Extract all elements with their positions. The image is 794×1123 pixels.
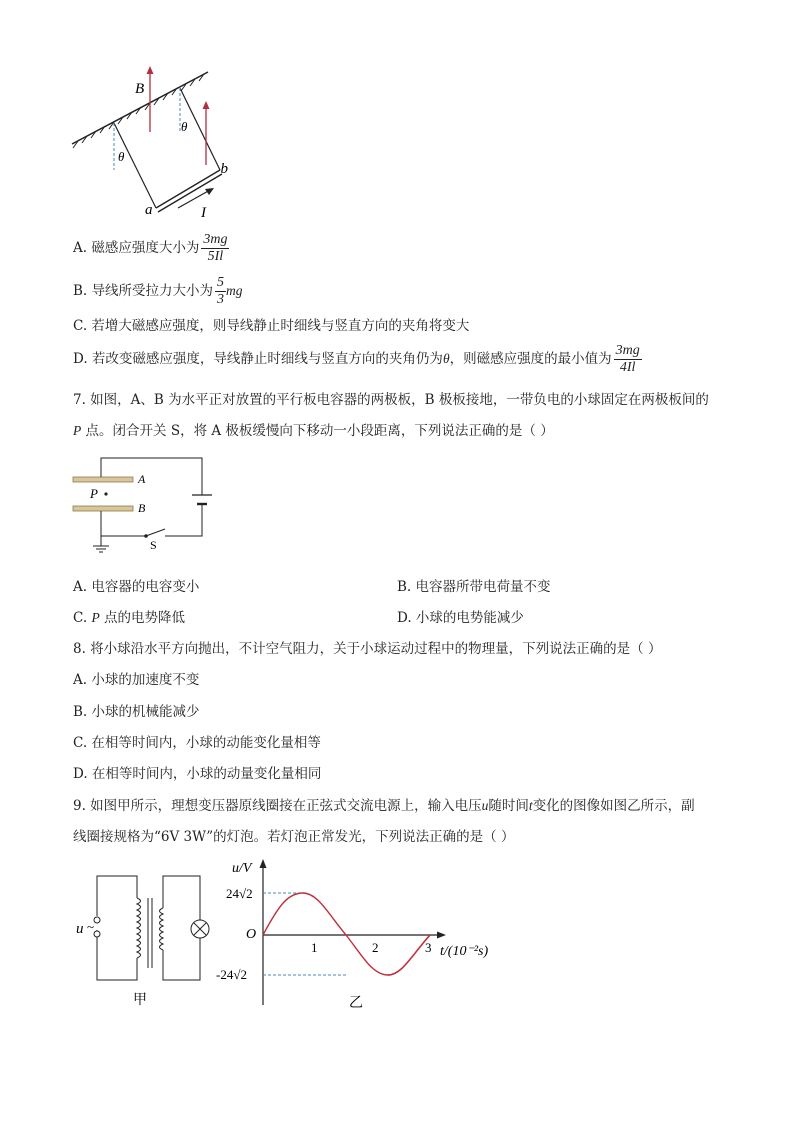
- q9-stem-line1: 9. 如图甲所示，理想变压器原线圈接在正弦式交流电源上，输入电压u随时间t变化的图像如图乙所示，副: [73, 798, 695, 814]
- q6-option-a: A. 磁感应强度大小为 $\frac{3mg}{5Il}$: [73, 232, 228, 264]
- label-u: u: [76, 921, 84, 937]
- q7-option-d: D. 小球的电势能减少: [397, 610, 524, 626]
- label-B: B: [135, 81, 145, 97]
- label-b: b: [220, 161, 228, 177]
- label-theta-left: θ: [118, 149, 125, 164]
- sine-curve: [263, 893, 430, 975]
- voltage-graph: [212, 855, 502, 1015]
- caption-jia: 甲: [133, 993, 147, 1008]
- q6-figure: [60, 60, 230, 225]
- q7-stem-line2: P 点。闭合开关 S，将 A 极板缓慢向下移动一小段距离，下列说法正确的是（ ）: [73, 423, 554, 439]
- y-axis-label: u/V: [232, 861, 252, 876]
- x-tick-1: 1: [311, 940, 318, 955]
- label-plate-a: A: [138, 472, 146, 486]
- q8-option-a: A. 小球的加速度不变: [73, 672, 200, 688]
- transformer-figure: [70, 868, 230, 1013]
- q8-option-c: C. 在相等时间内，小球的动能变化量相等: [73, 735, 321, 751]
- y-max-label: 24√2: [226, 886, 253, 901]
- label-point-p: P: [90, 486, 98, 501]
- q8-stem: 8. 将小球沿水平方向抛出，不计空气阻力，关于小球运动过程中的物理量，下列说法正确的是（ ）: [73, 641, 662, 657]
- q7-circuit-figure: [70, 450, 220, 560]
- q9-stem-line2: 线圈接规格为“6V 3W”的灯泡。若灯泡正常发光，下列说法正确的是（ ）: [73, 829, 515, 845]
- q8-option-d: D. 在相等时间内，小球的动量变化量相同: [73, 766, 322, 782]
- x-tick-3: 3: [425, 940, 432, 955]
- label-I: I: [201, 205, 206, 221]
- y-min-label: -24√2: [216, 967, 247, 982]
- q6-option-d: D. 若改变磁感应强度，导线静止时细线与竖直方向的夹角仍为θ，则磁感应强度的最小值为 $\frac{3mg}{4Il}$: [73, 343, 640, 375]
- q6-option-b: B. 导线所受拉力大小为 $\frac{5}{3}$ mg: [73, 275, 243, 307]
- label-tilde: ~: [87, 919, 95, 934]
- label-switch-s: S: [150, 538, 157, 552]
- x-axis-label: t/(10⁻²s): [440, 944, 489, 959]
- q7-option-c: C. P 点的电势降低: [73, 610, 185, 626]
- label-theta-right: θ: [181, 119, 188, 134]
- q7-stem-line1: 7. 如图，A、B 为水平正对放置的平行板电容器的两极板，B 极板接地，一带负电的小球固定在两极板间的: [73, 392, 709, 408]
- label-plate-b: B: [138, 501, 146, 515]
- caption-yi: 乙: [349, 996, 363, 1011]
- q7-option-b: B. 电容器所带电荷量不变: [397, 579, 551, 595]
- origin-label: O: [246, 927, 257, 942]
- label-a: a: [145, 202, 153, 218]
- q7-option-a: A. 电容器的电容变小: [73, 579, 200, 595]
- q8-option-b: B. 小球的机械能减少: [73, 704, 200, 720]
- x-tick-2: 2: [372, 940, 379, 955]
- q6-option-c: C. 若增大磁感应强度，则导线静止时细线与竖直方向的夹角将变大: [73, 318, 470, 334]
